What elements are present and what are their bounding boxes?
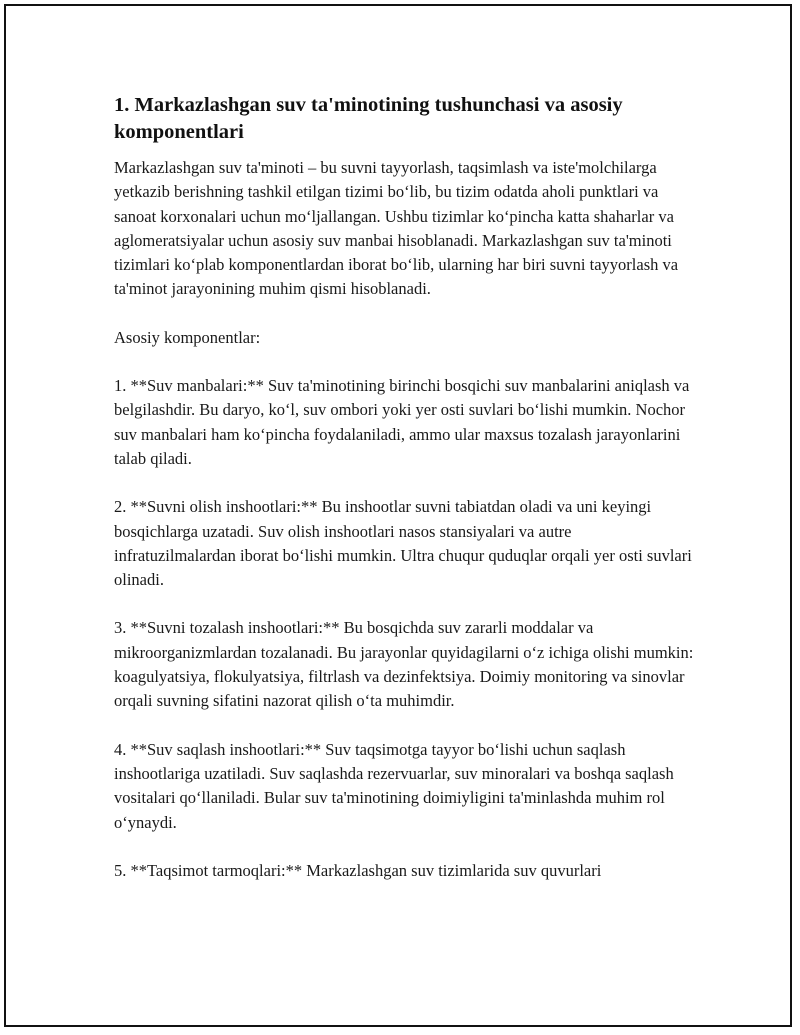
component-distribution-networks: 5. **Taqsimot tarmoqlari:** Markazlashgan suv tizimlarida suv quvurlari [114, 860, 602, 880]
document-body [114, 92, 694, 907]
component-storage-facilities: 4. **Suv saqlash inshootlari:** Suv taqsimotga tayyor bo‘lishi uchun saqlash inshootlariga uzatiladi. Suv saqlashda rezervuarlar, suv minoralari va boshqa saqlash vositalari qo‘llaniladi. Bular suv ta'minotining doimiyligini ta'minlashda muhim rol o‘ynaydi. [114, 739, 674, 832]
component-intake-facilities: 2. **Suvni olish inshootlari:** Bu inshootlar suvni tabiatdan oladi va uni keyingi bosqichlarga uzatadi. Suv olish inshootlari nasos stansiyalari va autre infratuzilmalardan iborat bo‘lishi mumkin. Ultra chuqur quduqlar orqali yer osti suvlari olinadi. [114, 497, 692, 590]
components-label: Asosiy komponentlar: [114, 327, 261, 347]
component-treatment-facilities: 3. **Suvni tozalash inshootlari:** Bu bosqichda suv zararli moddalar va mikroorganizmlardan tozalanadi. Bu jarayonlar quyidagilarni o‘z ichiga olishi mumkin: koagulyatsiya, flokulyatsiya, filtrlash va dezinfektsiya. Doimiy monitoring va sinovlar orqali suvning sifatini nazorat qilish o‘ta muhimdir. [114, 618, 694, 711]
section-heading: 1. Markazlashgan suv ta'minotining tushunchasi va asosiy komponentlari [114, 94, 623, 143]
intro-paragraph: Markazlashgan suv ta'minoti – bu suvni tayyorlash, taqsimlash va iste'molchilarga yetkazib berishning tashkil etilgan tizimi bo‘lib, bu tizim odatda aholi punktlari va sanoat korxonalari uchun mo‘ljallangan. Ushbu tizimlar ko‘pincha katta shaharlar va aglomeratsiyalar uchun asosiy suv manbai hisoblanadi. Markazlashgan suv ta'minoti tizimlari ko‘plab komponentlardan iborat bo‘lib, ularning har biri suvni tayyorlash va ta'minot jarayonining muhim qismi hisoblanadi. [114, 158, 679, 299]
component-water-sources: 1. **Suv manbalari:** Suv ta'minotining birinchi bosqichi suv manbalarini aniqlash va belgilashdir. Bu daryo, ko‘l, suv ombori yoki yer osti suvlari bo‘lishi mumkin. Nochor suv manbalari ham ko‘pincha foydalaniladi, ammo ular maxsus tozalash jarayonlarini talab qiladi. [114, 376, 690, 468]
